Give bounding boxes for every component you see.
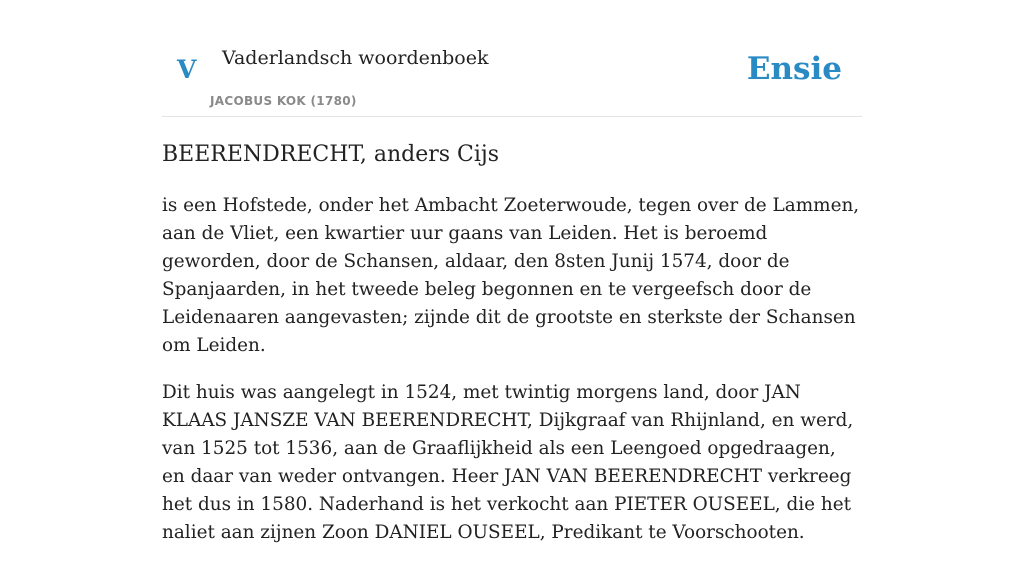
ensie-logo[interactable]: Ensie (746, 51, 842, 87)
book-author: JACOBUS KOK (1780) (210, 94, 357, 108)
entry-paragraph: Dit huis was aangelegt in 1524, met twintig morgens land, door JAN KLAAS JANSZE VAN BEERENDRECHT, Dijkgraaf van Rhijnland, en werd, van 1525 tot 1536, aan de Graaflijkheid als een Leengoed opgedraagen, en daar van weder ontvangen. Heer JAN VAN BEERENDRECHT verkreeg het dus in 1580. Naderhand is het verkocht aan PIETER OUSEEL, die het naliet aan zijnen Zoon DANIEL OUSEEL, Predikant te Voorschooten. (162, 382, 854, 543)
entry-title: BEERENDRECHT, anders Cijs (162, 142, 500, 167)
book-header (162, 0, 862, 117)
entry-paragraph: is een Hofstede, onder het Ambacht Zoeterwoude, tegen over de Lammen, aan de Vliet, een kwartier uur gaans van Leiden. Het is beroemd geworden, door de Schansen, aldaar, den 8sten Junij 1574, door de Spanjaarden, in het tweede beleg begonnen en te vergeefsch door de Leidenaaren aangevasten; zijnde dit de grootste en sterkste der Schansen om Leiden. (162, 195, 860, 356)
entry-content (162, 192, 862, 566)
book-letter-badge: V (177, 55, 197, 84)
book-title-link[interactable]: Vaderlandsch woordenboek (222, 47, 489, 69)
